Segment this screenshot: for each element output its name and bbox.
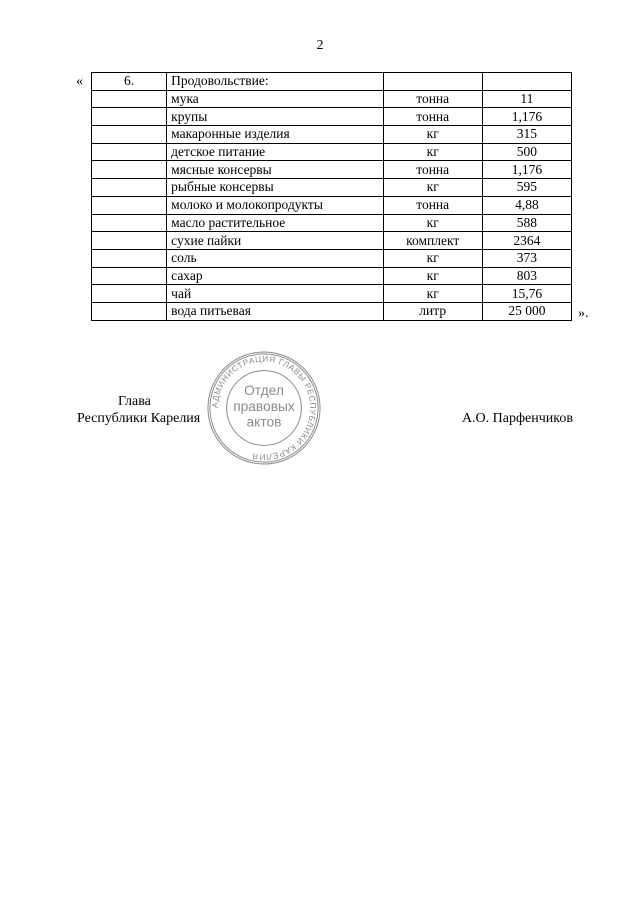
- row-unit: тонна: [383, 161, 482, 179]
- row-number: [92, 249, 167, 267]
- row-number: [92, 179, 167, 197]
- row-name: макаронные изделия: [167, 126, 383, 144]
- row-number: [92, 285, 167, 303]
- row-qty: 4,88: [482, 196, 571, 214]
- category-name: Продовольствие:: [167, 73, 383, 91]
- row-name: вода питьевая: [167, 302, 383, 320]
- category-unit: [383, 73, 482, 91]
- closing-quote: ».: [578, 306, 589, 321]
- row-qty: 315: [482, 126, 571, 144]
- row-unit: кг: [383, 143, 482, 161]
- row-qty: 1,176: [482, 108, 571, 126]
- row-qty: 595: [482, 179, 571, 197]
- category-qty: [482, 73, 571, 91]
- row-unit: кг: [383, 267, 482, 285]
- row-qty: 15,76: [482, 285, 571, 303]
- table-row: [92, 108, 572, 126]
- table-row: [92, 232, 572, 250]
- row-name: сухие пайки: [167, 232, 383, 250]
- row-name: молоко и молокопродукты: [167, 196, 383, 214]
- row-qty: 2364: [482, 232, 571, 250]
- row-unit: кг: [383, 179, 482, 197]
- table-row: [92, 214, 572, 232]
- row-name: крупы: [167, 108, 383, 126]
- row-qty: 25 000: [482, 302, 571, 320]
- row-unit: комплект: [383, 232, 482, 250]
- row-number: [92, 90, 167, 108]
- row-qty: 803: [482, 267, 571, 285]
- row-unit: кг: [383, 126, 482, 144]
- row-unit: тонна: [383, 108, 482, 126]
- table-row: [92, 302, 572, 320]
- row-number: [92, 161, 167, 179]
- table-row: [92, 249, 572, 267]
- official-stamp: [205, 349, 323, 467]
- signature-title-line2: Республики Карелия: [77, 411, 201, 426]
- row-number: [92, 267, 167, 285]
- table-row: [92, 161, 572, 179]
- row-number: [92, 108, 167, 126]
- row-number: [92, 196, 167, 214]
- table-row: [92, 267, 572, 285]
- table-row-category: [92, 73, 572, 91]
- row-qty: 373: [482, 249, 571, 267]
- row-unit: кг: [383, 285, 482, 303]
- supplies-table: [91, 72, 572, 321]
- row-unit: тонна: [383, 90, 482, 108]
- row-name: сахар: [167, 267, 383, 285]
- row-qty: 1,176: [482, 161, 571, 179]
- row-name: масло растительное: [167, 214, 383, 232]
- row-number: [92, 126, 167, 144]
- signature-name: А.О. Парфенчиков: [461, 411, 573, 426]
- row-number: [92, 232, 167, 250]
- row-unit: литр: [383, 302, 482, 320]
- row-name: чай: [167, 285, 383, 303]
- table-row: [92, 196, 572, 214]
- row-number: [92, 302, 167, 320]
- table-row: [92, 90, 572, 108]
- signature-title-line1: Глава: [118, 394, 151, 409]
- row-name: мясные консервы: [167, 161, 383, 179]
- row-name: мука: [167, 90, 383, 108]
- stamp-line1: Отдел: [244, 383, 284, 399]
- row-name: соль: [167, 249, 383, 267]
- row-qty: 500: [482, 143, 571, 161]
- row-unit: кг: [383, 214, 482, 232]
- row-number: [92, 214, 167, 232]
- row-unit: тонна: [383, 196, 482, 214]
- stamp-line2: правовых: [233, 398, 295, 414]
- stamp-line3: актов: [246, 414, 282, 430]
- category-number: 6.: [92, 73, 167, 91]
- table-row: [92, 285, 572, 303]
- row-qty: 11: [482, 90, 571, 108]
- row-name: рыбные консервы: [167, 179, 383, 197]
- table-row: [92, 179, 572, 197]
- table-row: [92, 126, 572, 144]
- opening-quote: «: [76, 74, 83, 89]
- table-row: [92, 143, 572, 161]
- stamp-ring-text: АДМИНИСТРАЦИЯ ГЛАВЫ РЕСПУБЛИКИ КАРЕЛИЯ: [209, 353, 319, 463]
- page-number: 2: [316, 38, 324, 53]
- row-name: детское питание: [167, 143, 383, 161]
- row-qty: 588: [482, 214, 571, 232]
- row-number: [92, 143, 167, 161]
- row-unit: кг: [383, 249, 482, 267]
